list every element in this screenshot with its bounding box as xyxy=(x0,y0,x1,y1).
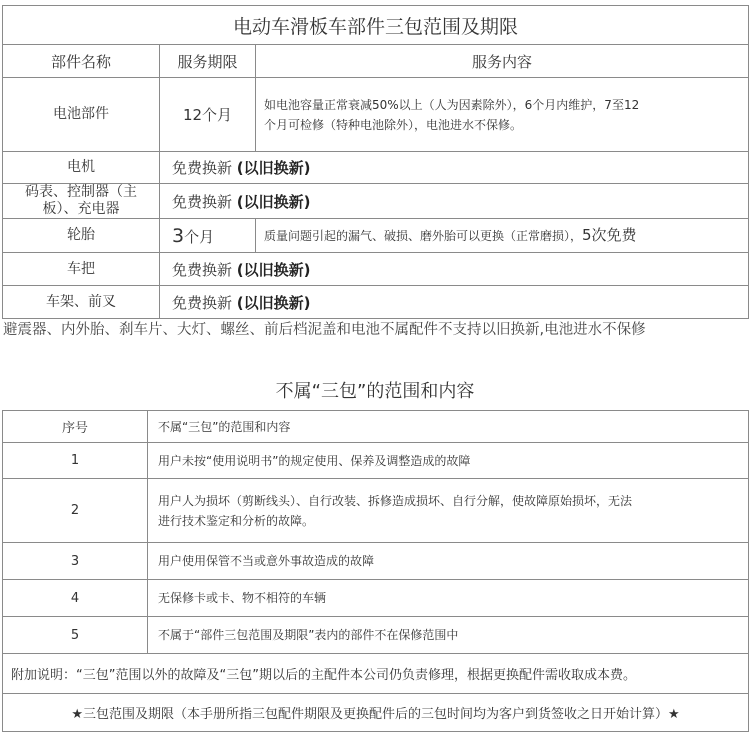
star-note-row xyxy=(3,694,749,732)
tire-name: 轮胎 xyxy=(3,219,160,253)
frame-service xyxy=(160,286,749,319)
controller-name xyxy=(3,184,160,219)
row-motor xyxy=(3,152,749,184)
frame-service-prefix: 免费换新 xyxy=(172,293,233,312)
row-handlebar xyxy=(3,253,749,286)
header-service-period: 服务期限 xyxy=(160,45,256,78)
header-part-name: 部件名称 xyxy=(3,45,160,78)
tire-content-tail: 5次免费 xyxy=(582,226,637,244)
battery-content-line2: 个月可检修（特种电池除外），电池进水不保修。 xyxy=(264,117,523,132)
footnote-row xyxy=(3,654,749,694)
exclusion-text-line1: 用户人为损坏（剪断线头）、自行改装、拆修造成损坏、自行分解，使故障原始损坏，无法 xyxy=(158,493,633,508)
table-row xyxy=(3,617,749,654)
battery-content xyxy=(256,78,749,152)
battery-period: 12个月 xyxy=(160,78,256,152)
motor-service-prefix: 免费换新 xyxy=(172,159,233,177)
table-row xyxy=(3,580,749,617)
table-title: 电动车滑板车部件三包范围及期限 xyxy=(3,6,749,45)
row-battery xyxy=(3,78,749,152)
frame-name: 车架、前叉 xyxy=(3,286,160,319)
footnote: 附加说明：“三包”范围以外的故障及“三包”期以后的主配件本公司仍负责修理，根据更换配件需收取成本费。 xyxy=(3,654,749,694)
tire-period-num: 3 xyxy=(172,224,185,247)
motor-service-bold: (以旧换新) xyxy=(236,159,311,177)
exclusion-text-line2: 进行技术鉴定和分析的故障。 xyxy=(158,513,315,528)
exclusion-num: 1 xyxy=(3,443,148,479)
controller-name-line2: 板）、充电器 xyxy=(42,201,120,217)
exclusion-table xyxy=(2,410,749,732)
section2-title: 不属“三包”的范围和内容 xyxy=(275,381,475,402)
exclusion-header-row xyxy=(3,411,749,443)
accessory-note: 避震器、内外胎、刹车片、大灯、螺丝、前后档泥盖和电池不属配件不支持以旧换新,电池进水不保修 xyxy=(3,322,646,338)
tire-period-unit: 个月 xyxy=(184,227,215,246)
exclusion-text xyxy=(148,479,749,543)
handlebar-service-prefix: 免费换新 xyxy=(172,260,233,279)
table-row xyxy=(3,443,749,479)
header-service-content: 服务内容 xyxy=(256,45,749,78)
exclusion-num: 4 xyxy=(3,580,148,617)
controller-service-bold: (以旧换新) xyxy=(236,192,311,211)
star-note: ★三包范围及期限（本手册所指三包配件期限及更换配件后的三包时间均为客户到货签收之日开始计算）★ xyxy=(3,694,749,732)
exclusion-text: 用户未按“使用说明书”的规定使用、保养及调整造成的故障 xyxy=(148,443,749,479)
controller-name-line1: 码表、控制器（主 xyxy=(25,184,137,200)
handlebar-name: 车把 xyxy=(3,253,160,286)
table-header-row xyxy=(3,45,749,78)
exclusion-text: 用户使用保管不当或意外事故造成的故障 xyxy=(148,543,749,580)
tire-content-main: 质量问题引起的漏气、破损、磨外胎可以更换（正常磨损）， xyxy=(264,229,583,243)
row-controller xyxy=(3,184,749,219)
battery-content-line1: 如电池容量正常衰减50%以上（人为因素除外），6个月内维护，7至12 xyxy=(264,97,640,112)
warranty-table xyxy=(2,5,749,319)
table-row xyxy=(3,543,749,580)
battery-name: 电池部件 xyxy=(3,78,160,152)
exclusion-header-num: 序号 xyxy=(3,411,148,443)
table-row xyxy=(3,479,749,543)
tire-content xyxy=(256,219,749,253)
handlebar-service xyxy=(160,253,749,286)
exclusion-text: 不属于“部件三包范围及期限”表内的部件不在保修范围中 xyxy=(148,617,749,654)
tire-period xyxy=(160,219,256,253)
exclusion-num: 2 xyxy=(3,479,148,543)
exclusion-num: 3 xyxy=(3,543,148,580)
handlebar-service-bold: (以旧换新) xyxy=(236,260,311,279)
exclusion-header-text: 不属“三包”的范围和内容 xyxy=(148,411,749,443)
motor-service xyxy=(160,152,749,184)
row-tire xyxy=(3,219,749,253)
frame-service-bold: (以旧换新) xyxy=(236,293,311,312)
motor-name: 电机 xyxy=(3,152,160,184)
exclusion-num: 5 xyxy=(3,617,148,654)
row-frame xyxy=(3,286,749,319)
exclusion-text: 无保修卡或卡、物不相符的车辆 xyxy=(148,580,749,617)
controller-service xyxy=(160,184,749,219)
controller-service-prefix: 免费换新 xyxy=(172,192,233,211)
